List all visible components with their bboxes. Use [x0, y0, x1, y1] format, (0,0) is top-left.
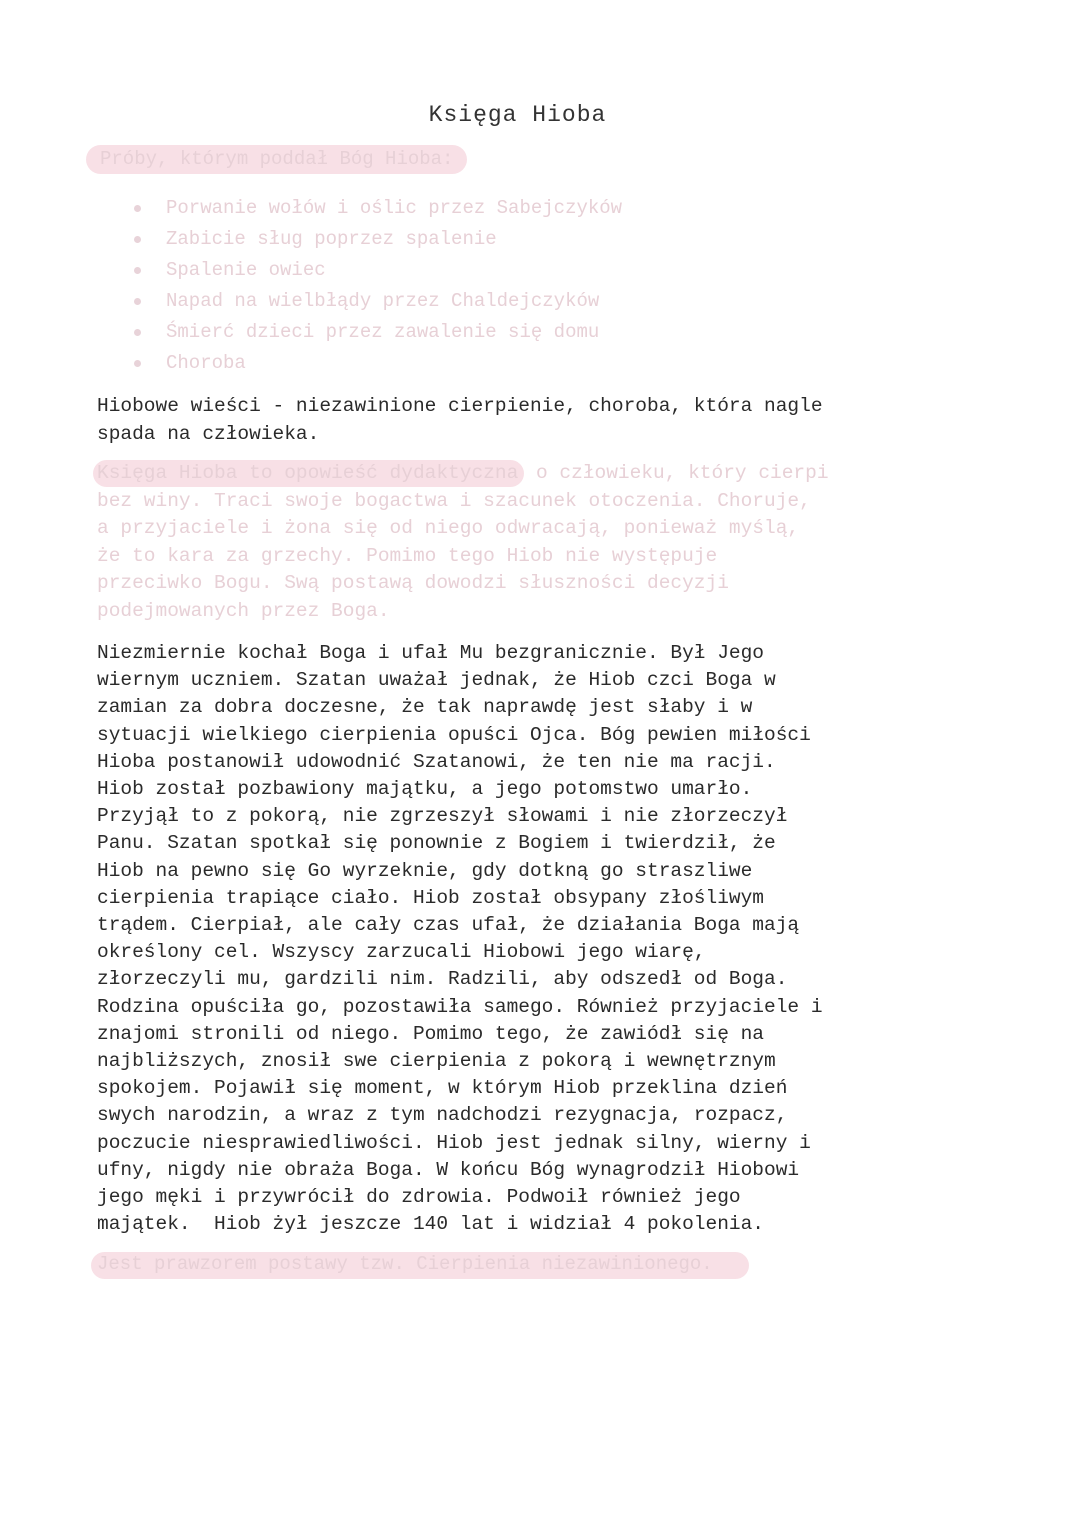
list-item-text: Spalenie owiec: [166, 259, 326, 281]
bullet-icon: [134, 267, 141, 274]
summary-paragraph: [97, 460, 957, 625]
list-item: [132, 286, 622, 317]
bullet-icon: [134, 298, 141, 305]
trials-list: [132, 193, 622, 379]
list-item: [132, 224, 622, 255]
closing-sentence: Jest prawzorem postawy tzw. Cierpienia niezawinionego.: [91, 1252, 749, 1279]
list-item: [132, 348, 622, 379]
main-paragraph: Niezmiernie kochał Boga i ufał Mu bezgranicznie. Był Jego wiernym uczniem. Szatan uważał jednak, że Hiob czci Boga w zamian za dobra doczesne, że tak naprawdę jest słaby i w sytuacji wielkiego cierpienia opuści Ojca. Bóg pewien miłości Hioba postanowił udowodnić Szatanowi, że ten nie ma racji. Hiob został pozbawiony majątku, a jego potomstwo umarło. Przyjął to z pokorą, nie zgrzeszył słowami i nie złorzeczył Panu. Szatan spotkał się ponownie z Bogiem i twierdził, że Hiob na pewno się Go wyrzeknie, gdy dotkną go straszliwe cierpienia trapiące ciało. Hiob został obsypany złośliwym trądem. Cierpiał, ale cały czas ufał, że działania Boga mają określony cel. Wszyscy zarzucali Hiobowi jego wiarę, złorzeczyli mu, gardzili nim. Radzili, aby odszedł od Boga. Rodzina opuściła go, pozostawiła samego. Również przyjaciele i znajomi stronili od niego. Pomimo tego, że zawiódł się na najbliższych, znosił swe cierpienia z pokorą i wewnętrznym spokojem. Pojawił się moment, w którym Hiob przeklina dzień swych narodzin, a wraz z tym nadchodzi rezygnacja, rozpacz, poczucie niesprawiedliwości. Hiob jest jednak silny, wierny i ufny, nigdy nie obraża Boga. W końcu Bóg wynagrodził Hiobowi jego męki i przywrócił do zdrowia. Podwoił również jego majątek. Hiob żył jeszcze 140 lat i widział 4 pokolenia.: [97, 642, 823, 1236]
list-item: [132, 255, 622, 286]
summary-text: o człowieku, który cierpi bez winy. Traci swoje bogactwa i szacunek otoczenia. Choruje, a przyjaciele i żona się od niego odwracają, ponieważ myślą, że to kara za grzechy. Pomimo tego Hiob nie występuje przeciwko Bogu. Swą postawą dowodzi słuszności decyzji podejmowanych przez Boga.: [97, 462, 829, 622]
list-item: [132, 193, 622, 224]
list-item-text: Choroba: [166, 352, 246, 374]
bullet-icon: [134, 236, 141, 243]
bullet-icon: [134, 329, 141, 336]
list-item-text: Porwanie wołów i oślic przez Sabejczyków: [166, 197, 623, 219]
bullet-icon: [134, 205, 141, 212]
summary-highlight: Księga Hioba to opowieść dydaktyczna: [93, 460, 524, 487]
list-item-text: Napad na wielbłądy przez Chaldejczyków: [166, 290, 600, 312]
list-item: [132, 317, 622, 348]
list-item-text: Zabicie sług poprzez spalenie: [166, 228, 497, 250]
list-item-text: Śmierć dzieci przez zawalenie się domu: [166, 321, 600, 343]
bullet-icon: [134, 360, 141, 367]
document-title: Księga Hioba: [428, 102, 607, 128]
definition-paragraph: Hiobowe wieści - niezawinione cierpienie, choroba, która nagle spada na człowieka.: [97, 395, 823, 445]
trials-heading: Próby, którym poddał Bóg Hioba:: [86, 145, 467, 174]
